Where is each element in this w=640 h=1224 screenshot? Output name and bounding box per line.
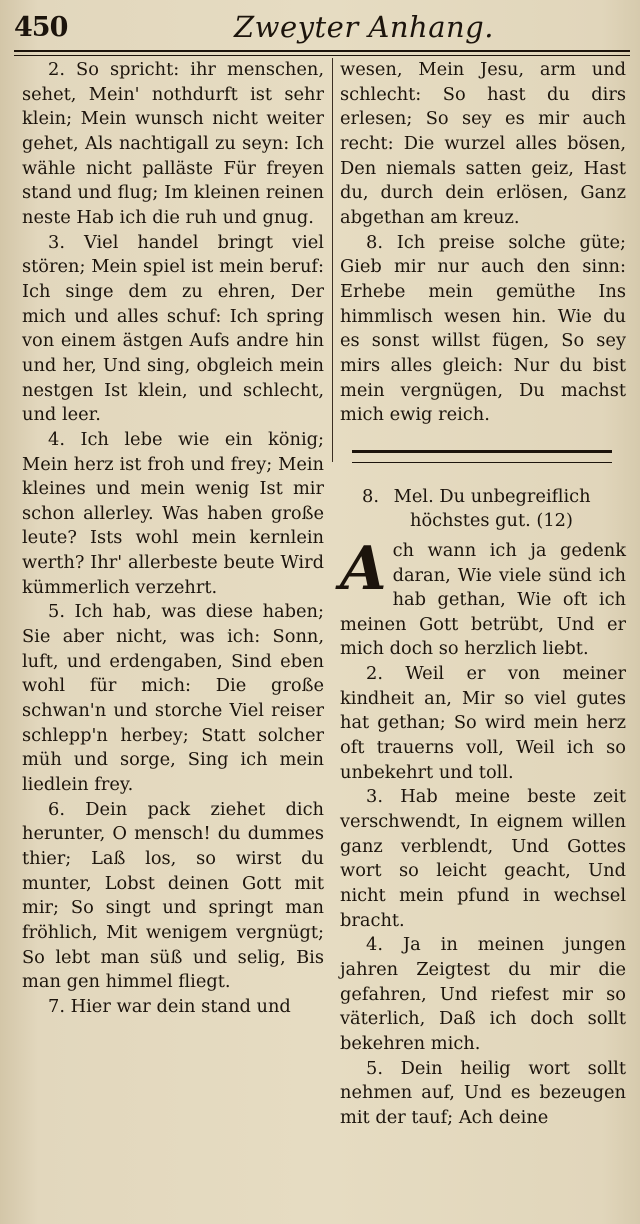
hymn-heading bbox=[362, 485, 626, 533]
drop-cap-initial: A bbox=[340, 533, 387, 604]
left-column bbox=[22, 58, 324, 1020]
page-header bbox=[14, 4, 628, 50]
header-rule bbox=[14, 50, 630, 56]
right-column bbox=[340, 58, 626, 1131]
running-title: Zweyter Anhang. bbox=[234, 10, 494, 44]
verse-5: 5. Ich hab, was diese haben; Sie aber nicht, was ich: Sonn, luft, und erdengaben, Sind eben wohl für mich: Die große schwan'n und storche Viel reiser schlepp'n herbey; Statt solcher müh und sorge, Sing ich mein liedlein frey. bbox=[22, 601, 324, 796]
column-divider bbox=[332, 58, 333, 462]
hymn-verse-2: 2. Weil er von meiner kindheit an, Mir so viel gutes hat gethan; So wird mein herz oft trauerns voll, Weil ich so unbekehrt und toll. bbox=[340, 663, 626, 783]
section-rule bbox=[352, 450, 612, 463]
hymn-number: 8. bbox=[362, 485, 379, 507]
hymn-verse-4: 4. Ja in meinen jungen jahren Zeigtest du mir die gefahren, Und riefest mir so väterlich, Daß ich doch sollt bekehren mich. bbox=[340, 934, 626, 1054]
verse-8: 8. Ich preise solche güte; Gieb mir nur auch den sinn: Erhebe mein gemüthe Ins himmlisch wesen hin. Wie du es sonst willst fügen, So sey mirs alles gleich: Nur du bist mein vergnügen, Du machst mich ewig reich. bbox=[340, 231, 626, 426]
hymn-verse-1-text: ch wann ich ja gedenk daran, Wie viele sünd ich hab gethan, Wie oft ich meinen Gott betrübt, Und er mich doch so herzlich liebt. bbox=[340, 539, 626, 660]
verse-7: 7. Hier war dein stand und bbox=[48, 995, 291, 1017]
hymn-verse-3: 3. Hab meine beste zeit verschwendt, In eignem willen ganz verblendt, Und Gottes wort so leicht geacht, Und nicht mein pfund in wechsel bracht. bbox=[340, 786, 626, 931]
verse-6: 6. Dein pack ziehet dich herunter, O mensch! du dummes thier; Laß los, so wirst du munter, Lobst deinen Gott mit mir; So singt und springt man fröhlich, Mit wenigem vergnügt; So lebt man süß und selig, Bis man gen himmel fliegt. bbox=[22, 798, 324, 993]
verse-7-continued: wesen, Mein Jesu, arm und schlecht: So hast du dirs erlesen; So sey es mir auch recht: Die wurzel alles bösen, Den niemals satten geiz, Hast du, durch dein erlösen, Ganz abgethan am kreuz. bbox=[340, 59, 626, 228]
hymn-verse-1 bbox=[340, 533, 626, 662]
verse-2: 2. So spricht: ihr menschen, sehet, Mein' nothdurft ist sehr klein; Mein wunsch nicht weiter gehet, Als nachtigall zu seyn: Ich wähle nicht palläste Für freyen stand und flug; Im kleinen reinen neste Hab ich die ruh und gnug. bbox=[22, 59, 324, 228]
page-number: 450 bbox=[14, 11, 68, 43]
hymn-melody-line2: höchstes gut. (12) bbox=[410, 509, 573, 531]
hymn-melody-line1: Mel. Du unbegreiflich bbox=[393, 485, 591, 507]
hymn-verse-5: 5. Dein heilig wort sollt nehmen auf, Und es bezeugen mit der tauf; Ach deine bbox=[340, 1057, 626, 1128]
verse-3: 3. Viel handel bringt viel stören; Mein spiel ist mein beruf: Ich singe dem zu ehren, Der mich und alles schuf: Ich spring von einem ästgen Aufs andre hin und her, Und sing, obgleich mein nestgen Ist klein, und schlecht, und leer. bbox=[22, 231, 324, 426]
verse-4: 4. Ich lebe wie ein könig; Mein herz ist froh und frey; Mein kleines und mein wenig Ist mir schon allerley. Was haben große leute? Ists wohl mein kernlein werth? Ihr' allerbeste beute Wird kümmerlich verzehrt. bbox=[22, 428, 324, 598]
